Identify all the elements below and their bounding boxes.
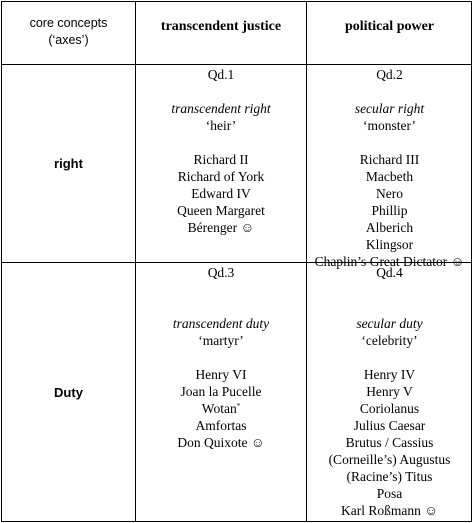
quadrant-2 bbox=[307, 65, 472, 270]
list-item: Macbeth bbox=[365, 169, 414, 184]
name-list bbox=[307, 366, 472, 519]
column-header-label: political power bbox=[344, 19, 435, 34]
corner-header-line2: (‘axes’) bbox=[48, 33, 89, 47]
quadrant-id: Qd.2 bbox=[376, 67, 403, 82]
corner-header bbox=[2, 2, 135, 64]
list-item-text: Wotan bbox=[201, 401, 237, 416]
concepts-table bbox=[1, 1, 471, 521]
quadrant-id: Qd.4 bbox=[376, 265, 403, 280]
list-item: Richard of York bbox=[177, 169, 265, 184]
list-item: Coriolanus bbox=[359, 401, 420, 416]
list-item: Brutus / Cassius bbox=[345, 435, 434, 450]
list-item: Karl Roßmann ☺ bbox=[340, 503, 439, 518]
list-item: Klingsor bbox=[365, 237, 414, 252]
list-item: Nero bbox=[376, 186, 403, 201]
list-item: Don Quixote ☺ bbox=[177, 435, 265, 450]
list-item: Phillip bbox=[371, 203, 408, 218]
row-label-duty: Duty bbox=[54, 384, 83, 400]
list-item: Chaplin’s Great Dictator ☺ bbox=[314, 254, 465, 269]
list-item: Richard III bbox=[359, 152, 420, 167]
quadrant-3 bbox=[136, 263, 306, 451]
list-item: Edward IV bbox=[191, 186, 251, 201]
column-header-label: transcendent justice bbox=[160, 19, 282, 34]
quadrant-type: transcendent duty bbox=[172, 316, 270, 331]
list-item: Bérenger ☺ bbox=[187, 220, 255, 235]
quadrant-id: Qd.3 bbox=[207, 265, 235, 280]
corner-header-line1: core concepts bbox=[29, 16, 108, 30]
list-item: (Corneille’s) Augustus bbox=[328, 452, 451, 467]
list-item bbox=[136, 400, 306, 417]
quadrant-type: transcendent right bbox=[171, 101, 271, 116]
list-item: Julius Caesar bbox=[353, 418, 426, 433]
quadrant-role: ‘heir’ bbox=[205, 118, 237, 133]
column-header-transcendent-justice bbox=[136, 2, 306, 64]
quadrant-1 bbox=[136, 65, 306, 236]
quadrant-role: ‘martyr’ bbox=[198, 333, 244, 348]
name-list bbox=[136, 366, 306, 451]
row-label-right: right bbox=[54, 156, 83, 171]
quadrant-4 bbox=[307, 263, 472, 519]
column-header-political-power bbox=[307, 2, 472, 64]
footnote-marker: * bbox=[236, 402, 241, 410]
list-item: Alberich bbox=[365, 220, 414, 235]
list-item: Henry IV bbox=[363, 367, 416, 382]
list-item: Richard II bbox=[193, 152, 249, 167]
list-item: Posa bbox=[376, 486, 403, 501]
table-border-bottom bbox=[1, 521, 472, 522]
list-item: Henry VI bbox=[195, 367, 247, 382]
quadrant-role: ‘celebrity’ bbox=[361, 333, 418, 348]
list-item: Joan la Pucelle bbox=[180, 384, 262, 399]
name-list bbox=[136, 151, 306, 236]
quadrant-type: secular duty bbox=[356, 316, 423, 331]
quadrant-role: ‘monster’ bbox=[363, 118, 416, 133]
list-item: Amfortas bbox=[195, 418, 247, 433]
name-list bbox=[307, 151, 472, 270]
quadrant-id: Qd.1 bbox=[207, 67, 235, 82]
list-item: (Racine’s) Titus bbox=[346, 469, 433, 484]
quadrant-type: secular right bbox=[354, 101, 425, 116]
list-item: Queen Margaret bbox=[177, 203, 265, 218]
list-item: Henry V bbox=[366, 384, 413, 399]
